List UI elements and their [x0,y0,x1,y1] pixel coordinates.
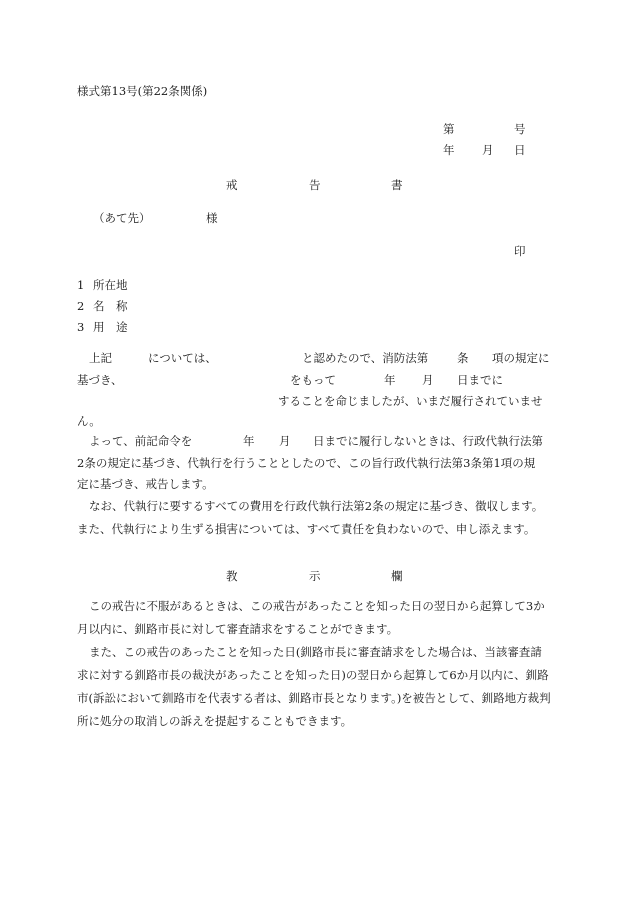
addressee-label: （あて先） [93,211,151,225]
instruction-paragraphs [77,595,553,733]
body-text: 上記 [89,351,112,365]
body-text: よって、前記命令を [89,434,193,448]
form-number: 様式第13号(第22条関係) [77,84,208,98]
body-text: 条 [457,351,469,365]
date-year: 年 [443,143,455,157]
body-text: 項の規定に [492,351,550,365]
body-text: 月 [422,373,434,387]
body-text: 日までに履行しないときは、行政代執行法第 [313,434,543,448]
body-text: 月 [279,434,291,448]
body-text: ん。 [77,414,101,428]
instruction-paragraph-1: この戒告に不服があるときは、この戒告があったことを知った日の翌日から起算して3か月以内に、釧路市長に対して審査請求をすることができます。 [77,599,545,636]
instruction-title-char-1: 教 [226,569,238,583]
instruction-title-char-3: 欄 [391,569,403,583]
title-char-3: 書 [391,178,403,192]
cost-paragraph-text: なお、代執行に要するすべての費用を行政代執行法第2条の規定に基づき、徴収します。また、代執行により生ずる損害については、すべて責任を負わないので、申し添えます。 [77,499,544,536]
body-text: 定に基づき、戒告します。 [77,477,214,491]
body-text: 年 [384,373,396,387]
item-number: 3 [77,320,85,334]
instruction-paragraph-2: また、この戒告のあったことを知った日(釧路市長に審査請求をした場合は、当該審査請求に対する釧路市長の裁決があったことを知った日)の翌日から起算して6か月以内に、釧路市(訴訟において釧路市を代表する者は、釧路市長となります。)を被告として、釧路地方裁判所に処分の取消しの訴えを提起することもできます。 [77,645,551,728]
item-label-use: 用 途 [93,320,128,334]
body-text: については、 [148,351,217,365]
document-number-prefix: 第 [443,122,455,136]
body-text: 基づき、 [77,373,123,387]
title-char-1: 戒 [226,178,238,192]
title-char-2: 告 [309,178,321,192]
body-text: をもって [290,373,336,387]
instruction-title-char-2: 示 [309,569,321,583]
body-text: 日までに [457,373,503,387]
document-number-suffix: 号 [514,122,526,136]
item-number: 1 [77,278,85,292]
cost-paragraph [77,495,553,541]
date-day: 日 [514,143,526,157]
body-text: と認めたので、消防法第 [302,351,429,365]
seal-mark: 印 [514,244,526,258]
item-label-name: 名 称 [93,299,128,313]
date-month: 月 [482,143,494,157]
body-text: することを命じましたが、いまだ履行されていませ [278,394,543,408]
body-text: 年 [243,434,255,448]
addressee-sama: 様 [206,211,218,225]
body-text: 2条の規定に基づき、代執行を行うこととしたので、この旨行政代執行法第3条第1項の規 [77,456,536,470]
item-label-location: 所在地 [93,278,128,292]
item-number: 2 [77,299,85,313]
